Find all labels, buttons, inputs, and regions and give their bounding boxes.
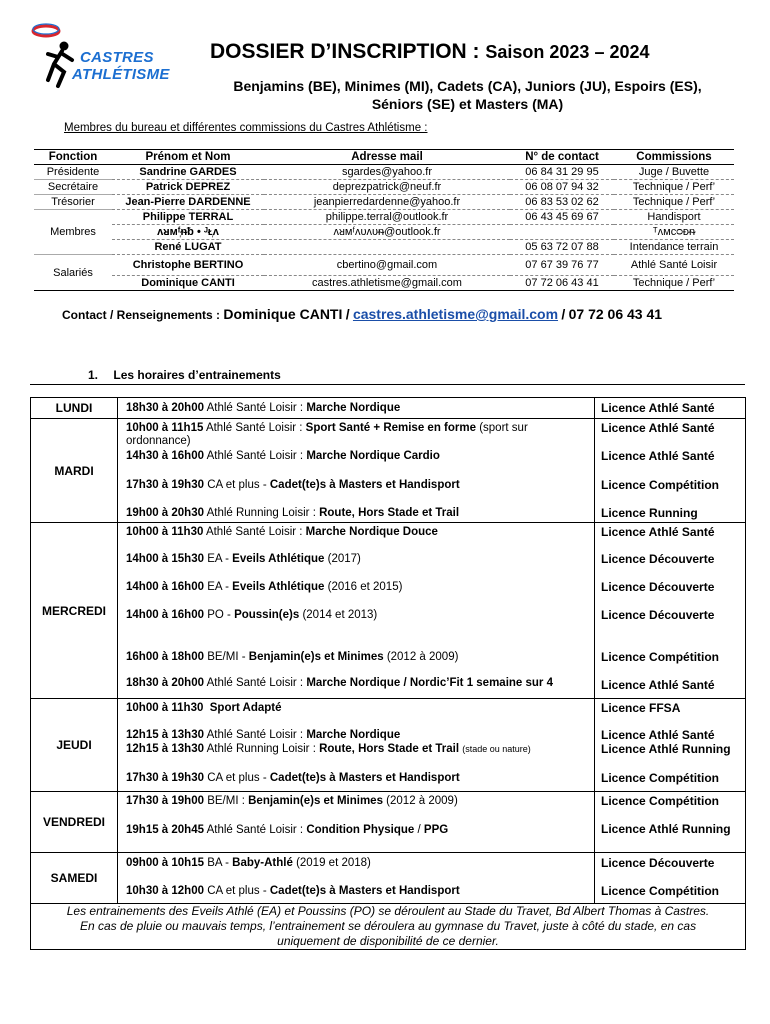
session-activity: Cadet(te)s à Masters et Handisport	[269, 772, 460, 784]
session-note: (2012 à 2009)	[386, 651, 459, 663]
session-activity: Marche Nordique Cardio	[306, 450, 440, 462]
license-label: Licence Compétition	[601, 771, 720, 785]
schedule-row-mardi	[31, 419, 746, 523]
license-label: Licence Athlé Running	[601, 822, 731, 836]
session-group: EA -	[207, 581, 229, 593]
table-row	[34, 225, 734, 240]
session-activity: Baby-Athlé	[232, 857, 293, 869]
schedule-row-mercredi	[31, 523, 746, 699]
license-label: Licence Compétition	[601, 794, 720, 808]
session-group: PO -	[207, 609, 231, 621]
session-line	[126, 402, 590, 415]
contact-phone: 07 72 06 43 41	[568, 306, 663, 322]
session-note: (2019 et 2018)	[296, 857, 371, 869]
session-line	[126, 702, 590, 715]
member-email[interactable]: cbertino@gmail.com	[264, 255, 510, 276]
member-phone: 06 84 31 29 95	[510, 165, 614, 180]
members-title: Membres du bureau et différentes commissions du Castres Athlétisme :	[64, 122, 428, 134]
license-label: Licence Découverte	[601, 552, 715, 566]
member-function: Secrétaire	[34, 180, 112, 195]
member-phone: 07 72 06 43 41	[510, 276, 614, 291]
member-email[interactable]: ᴧᴚᴍᶠᴧᴜᴧᴜᵰ@outlook.fr	[264, 225, 510, 240]
session-line	[126, 857, 590, 870]
member-email	[264, 240, 510, 255]
session-group: CA et plus -	[207, 772, 267, 784]
schedule-table	[30, 397, 746, 950]
day-label: MARDI	[31, 419, 118, 523]
schedule-row-vendredi	[31, 792, 746, 853]
note-line-1: Les entrainements des Eveils Athlé (EA) et Poussins (PO) se déroulent au Stade du Travet, Bd Albert Thomas à Castres.	[66, 904, 710, 918]
table-row	[34, 210, 734, 225]
session-line	[126, 824, 590, 837]
session-time: 14h00 à 16h00	[126, 609, 205, 621]
member-phone: 07 67 39 76 77	[510, 255, 614, 276]
session-time: 17h30 à 19h00	[126, 795, 205, 807]
schedule-row-samedi	[31, 853, 746, 904]
header-nom: Prénom et Nom	[112, 150, 264, 165]
members-header-row	[34, 150, 734, 165]
member-function: Présidente	[34, 165, 112, 180]
section-title: Les horaires d’entrainements	[113, 368, 281, 382]
title-season: Saison 2023 – 2024	[485, 42, 650, 62]
session-time: 18h30 à 20h00	[126, 677, 205, 689]
member-commission: Intendance terrain	[614, 240, 734, 255]
note-line-2: En cas de pluie ou mauvais temps, l’entrainement se déroulera au gymnase du Travet, juste à côté du stade, en cas	[79, 919, 697, 933]
session-activity: Cadet(te)s à Masters et Handisport	[269, 479, 460, 491]
day-label: MERCREDI	[31, 523, 118, 699]
table-row	[34, 180, 734, 195]
section-heading	[30, 368, 745, 385]
license-label: Licence Athlé Santé	[601, 525, 715, 539]
session-line	[126, 729, 590, 742]
session-time: 17h30 à 19h30	[126, 479, 205, 491]
member-commission: Juge / Buvette	[614, 165, 734, 180]
session-activity: PPG	[423, 824, 449, 836]
session-line	[126, 772, 590, 785]
day-label: VENDREDI	[31, 792, 118, 853]
session-time: 09h00 à 10h15	[126, 857, 205, 869]
session-note-continued: ordonnance)	[126, 435, 191, 447]
member-commission: Athlé Santé Loisir	[614, 255, 734, 276]
session-note: (2012 à 2009)	[386, 795, 458, 807]
session-time: 12h15 à 13h30	[126, 743, 205, 755]
logo-text-castres: CASTRES	[80, 49, 154, 66]
session-group: Athlé Santé Loisir :	[206, 824, 304, 836]
session-group: BE/MI :	[207, 795, 245, 807]
session-note: (stade ou nature)	[462, 744, 531, 754]
member-commission: Technique / Perf’	[614, 195, 734, 210]
session-activity: Cadet(te)s à Masters et Handisport	[269, 885, 460, 897]
license-label: Licence Athlé Santé	[601, 401, 715, 415]
title-main: DOSSIER D’INSCRIPTION :	[210, 40, 480, 63]
session-time: 18h30 à 20h00	[126, 402, 205, 414]
member-phone: 05 63 72 07 88	[510, 240, 614, 255]
session-time: 19h15 à 20h45	[126, 824, 205, 836]
session-line	[126, 885, 590, 898]
contact-name: Dominique CANTI	[223, 306, 343, 322]
session-group: Athlé Santé Loisir :	[206, 729, 304, 741]
session-time: 19h00 à 20h30	[126, 507, 205, 519]
session-time: 14h30 à 16h00	[126, 450, 205, 462]
member-name: René LUGAT	[112, 240, 264, 255]
member-function: Salariés	[34, 255, 112, 291]
license-label: Licence FFSA	[601, 701, 681, 715]
session-activity: Marche Nordique Douce	[305, 526, 438, 538]
member-name: Jean-Pierre DARDENNE	[112, 195, 264, 210]
session-group: CA et plus -	[207, 885, 267, 897]
session-activity: Eveils Athlétique	[232, 553, 325, 565]
session-line	[126, 479, 590, 492]
logo-text-athletisme: ATHLÉTISME	[72, 66, 170, 83]
member-phone	[510, 225, 614, 240]
member-name: Philippe TERRAL	[112, 210, 264, 225]
license-label: Licence Compétition	[601, 650, 720, 664]
member-function: Trésorier	[34, 195, 112, 210]
session-activity: Route, Hors Stade et Trail	[319, 507, 460, 519]
members-table	[34, 149, 734, 291]
schedule-note	[31, 904, 746, 950]
session-time: 10h30 à 12h00	[126, 885, 205, 897]
license-label: Licence Athlé Santé	[601, 678, 715, 692]
athlete-runner-icon	[28, 22, 88, 94]
session-group: BE/MI -	[207, 651, 246, 663]
session-activity: Poussin(e)s	[234, 609, 300, 621]
session-time: 10h00 à 11h30	[126, 526, 204, 538]
member-function: Membres	[34, 210, 112, 255]
session-line	[126, 553, 590, 566]
page-subtitle	[190, 77, 745, 113]
license-label: Licence Découverte	[601, 580, 715, 594]
note-line-3: uniquement de disponibilité de ce dernier.	[277, 934, 499, 948]
member-name: ᴧᴚᴍᶠ᷊ᵰᵬ • ᴶᴌ᷊ᴧ	[112, 225, 264, 240]
contact-label: Contact / Renseignements :	[62, 308, 221, 322]
member-name: Sandrine GARDES	[112, 165, 264, 180]
schedule-row-lundi	[31, 398, 746, 419]
member-commission: Technique / Perf’	[614, 276, 734, 291]
member-name: Dominique CANTI	[112, 276, 264, 291]
session-time: 14h00 à 15h30	[126, 553, 205, 565]
session-time: 17h30 à 19h30	[126, 772, 205, 784]
session-note: (2016 et 2015)	[327, 581, 403, 593]
header-fonction: Fonction	[34, 150, 112, 165]
session-group: Athlé Running Loisir :	[206, 507, 316, 519]
day-label: JEUDI	[31, 699, 118, 792]
session-activity: Marche Nordique / Nordic’Fit 1 semaine sur 4	[306, 677, 553, 689]
session-group: EA -	[207, 553, 229, 565]
subtitle-line-1: Benjamins (BE), Minimes (MI), Cadets (CA), Juniors (JU), Espoirs (ES),	[233, 78, 702, 94]
member-phone: 06 83 53 02 62	[510, 195, 614, 210]
session-activity: Marche Nordique	[306, 729, 401, 741]
subtitle-line-2: Séniors (SE) et Masters (MA)	[371, 96, 564, 112]
schedule-row-jeudi	[31, 699, 746, 792]
session-activity: Eveils Athlétique	[232, 581, 325, 593]
session-time: 14h00 à 16h00	[126, 581, 205, 593]
member-name: Christophe BERTINO	[112, 255, 264, 276]
member-name: Patrick DEPREZ	[112, 180, 264, 195]
license-label: Licence Compétition	[601, 478, 720, 492]
page-title	[210, 40, 740, 64]
contact-separator: /	[561, 306, 566, 322]
session-group: Athlé Running Loisir :	[206, 743, 316, 755]
day-label: SAMEDI	[31, 853, 118, 904]
session-line	[126, 581, 590, 594]
license-label: Licence Athlé Santé	[601, 421, 715, 435]
session-line	[126, 422, 590, 435]
table-row	[34, 240, 734, 255]
session-group: Athlé Santé Loisir :	[206, 402, 304, 414]
header-mail: Adresse mail	[264, 150, 510, 165]
table-row	[34, 276, 734, 291]
member-email[interactable]: philippe.terral@outlook.fr	[264, 210, 510, 225]
contact-email-link[interactable]: castres.athletisme@gmail.com	[352, 306, 559, 322]
session-line	[126, 743, 590, 756]
license-label: Licence Running	[601, 506, 698, 520]
member-email[interactable]: jeanpierredardenne@yahoo.fr	[264, 195, 510, 210]
session-time: 10h00 à 11h15	[126, 422, 204, 434]
license-label: Licence Découverte	[601, 608, 715, 622]
session-group: Athlé Santé Loisir :	[206, 677, 304, 689]
session-group: Athlé Santé Loisir :	[205, 422, 303, 434]
session-line	[126, 609, 590, 622]
license-label: Licence Athlé Running	[601, 742, 731, 756]
session-line	[126, 526, 590, 539]
session-activity: Benjamin(e)s et Minimes	[248, 651, 384, 663]
license-label: Licence Découverte	[601, 856, 715, 870]
section-number: 1.	[88, 368, 99, 382]
session-line	[126, 507, 590, 520]
header-commission: Commissions	[614, 150, 734, 165]
session-line	[126, 795, 590, 808]
session-activity: Sport Adapté	[209, 702, 282, 714]
session-time: 10h00 à 11h30	[126, 702, 204, 714]
session-activity: Condition Physique	[306, 824, 415, 836]
session-note: (sport sur	[479, 422, 528, 434]
day-label: LUNDI	[31, 398, 118, 419]
session-activity: Sport Santé + Remise en forme	[305, 422, 476, 434]
member-phone: 06 43 45 69 67	[510, 210, 614, 225]
header-tel: N° de contact	[510, 150, 614, 165]
session-note: (2017)	[327, 553, 361, 565]
table-row	[34, 195, 734, 210]
member-phone: 06 08 07 94 32	[510, 180, 614, 195]
session-group: Athlé Santé Loisir :	[205, 526, 303, 538]
session-line	[126, 677, 590, 690]
member-email[interactable]: sgardes@yahoo.fr	[264, 165, 510, 180]
contact-separator: /	[345, 306, 350, 322]
session-time: 16h00 à 18h00	[126, 651, 205, 663]
session-group: Athlé Santé Loisir :	[206, 450, 304, 462]
member-commission: Technique / Perf’	[614, 180, 734, 195]
session-line	[126, 450, 590, 463]
session-time: 12h15 à 13h30	[126, 729, 205, 741]
member-email[interactable]: deprezpatrick@neuf.fr	[264, 180, 510, 195]
member-commission: Handisport	[614, 210, 734, 225]
license-label: Licence Compétition	[601, 884, 720, 898]
session-separator: /	[417, 824, 421, 836]
contact-line	[62, 306, 662, 322]
session-group: BA -	[207, 857, 229, 869]
schedule-note-row	[31, 904, 746, 950]
session-activity: Benjamin(e)s et Minimes	[248, 795, 383, 807]
license-label: Licence Athlé Santé	[601, 728, 715, 742]
session-activity: Marche Nordique	[306, 402, 401, 414]
member-commission: ᵀᴧᴍᴄᴑᴆᵰ	[614, 225, 734, 240]
session-note: (2014 et 2013)	[302, 609, 378, 621]
table-row	[34, 255, 734, 276]
license-label: Licence Athlé Santé	[601, 449, 715, 463]
session-line	[126, 651, 590, 664]
table-row	[34, 165, 734, 180]
session-activity: Route, Hors Stade et Trail	[319, 743, 460, 755]
session-group: CA et plus -	[207, 479, 267, 491]
club-logo	[28, 22, 178, 94]
member-email[interactable]: castres.athletisme@gmail.com	[264, 276, 510, 291]
